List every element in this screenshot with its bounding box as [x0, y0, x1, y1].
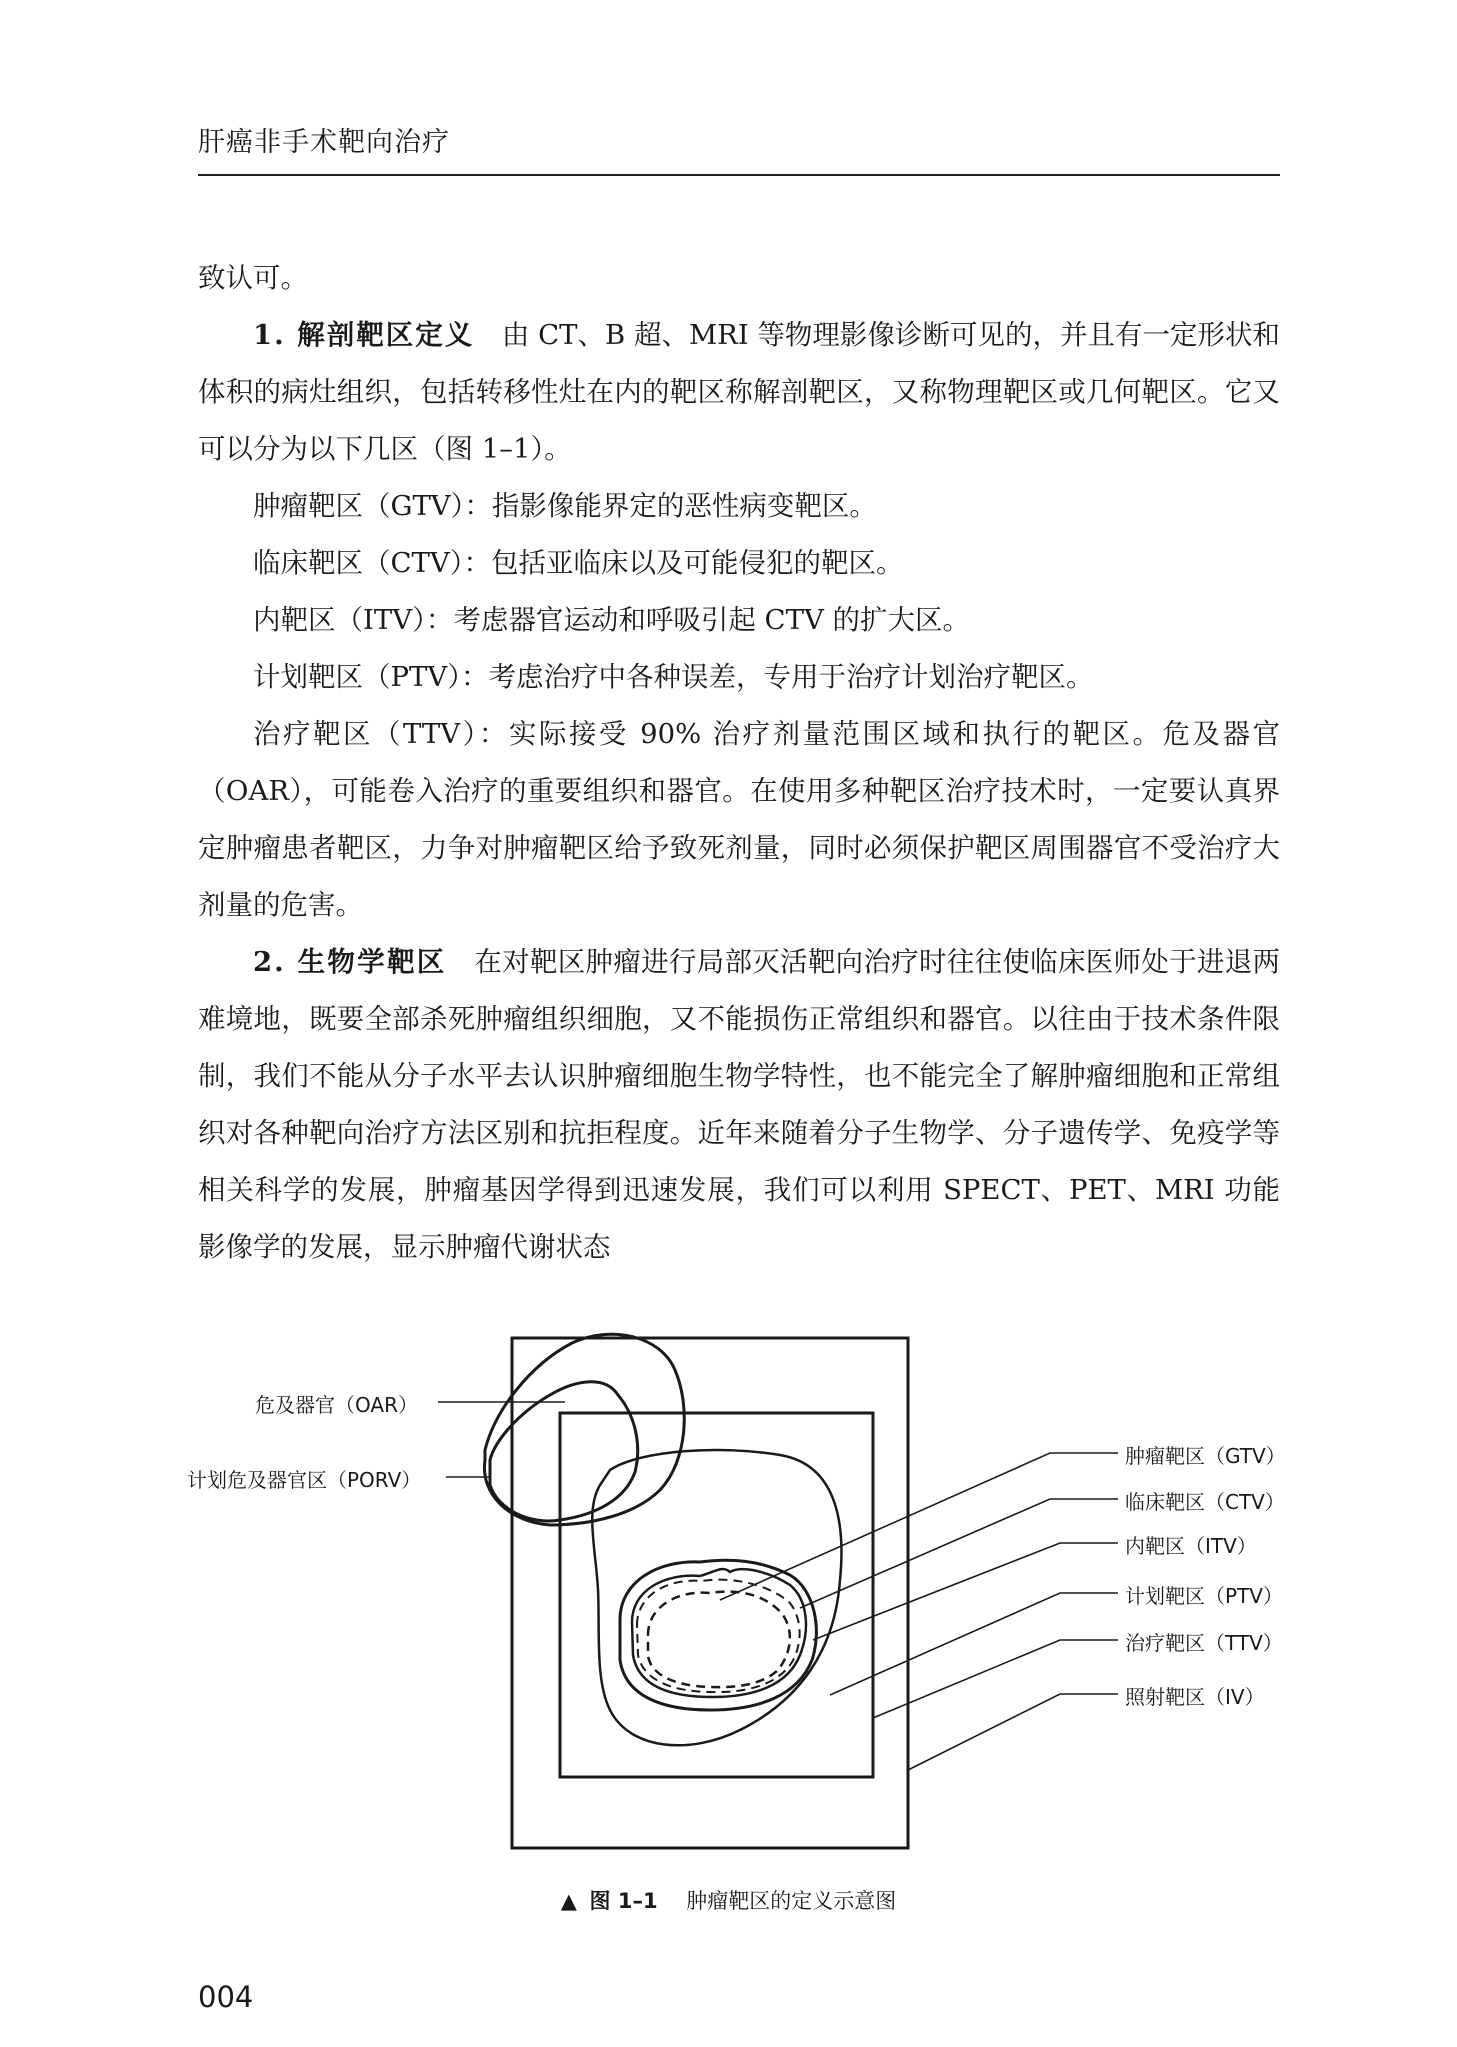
- paragraph-1: [198, 307, 1280, 478]
- body-text: [198, 250, 1280, 1276]
- leader-ttv: [873, 1640, 1118, 1718]
- porv-contour: [484, 1334, 684, 1525]
- term-anatomical-target: 1. 解剖靶区定义: [253, 319, 475, 351]
- ttv-rectangle: [560, 1413, 873, 1777]
- paragraph-1-text: 由 CT、B 超、MRI 等物理影像诊断可见的，并且有一定形状和体积的病灶组织，包括转移性灶在内的靶区称解剖靶区，又称物理靶区或几何靶区。它又可以分为以下几区（图 1–1）。: [198, 319, 1281, 465]
- paragraph-ttv: 治疗靶区（TTV）：实际接受 90% 治疗剂量范围区域和执行的靶区。危及器官（OAR），可能卷入治疗的重要组织和器官。在使用多种靶区治疗技术时，一定要认真界定肿瘤患者靶区，力争对肿瘤靶区给予致死剂量，同时必须保护靶区周围器官不受治疗大剂量的危害。: [198, 718, 1280, 921]
- figure-title: 肿瘤靶区的定义示意图: [686, 1889, 897, 1913]
- header-title: 肝癌非手术靶向治疗: [198, 127, 450, 158]
- label-oar: 危及器官（OAR）: [255, 1393, 418, 1417]
- paragraph-itv: 内靶区（ITV）：考虑器官运动和呼吸引起 CTV 的扩大区。: [253, 604, 971, 636]
- paragraph-gtv: 肿瘤靶区（GTV）：指影像能界定的恶性病变靶区。: [253, 490, 877, 522]
- term-biological-target: 2. 生物学靶区: [253, 946, 447, 978]
- page-number: 004: [198, 1980, 254, 2014]
- triangle-icon: ▲: [560, 1889, 577, 1913]
- paragraph-ctv: 临床靶区（CTV）：包括亚临床以及可能侵犯的靶区。: [253, 547, 904, 579]
- paragraph-2: [198, 934, 1280, 1276]
- label-ctv: 临床靶区（CTV）: [1125, 1490, 1285, 1514]
- label-itv: 内靶区（ITV）: [1125, 1534, 1257, 1558]
- paragraph-2-text: 在对靶区肿瘤进行局部灭活靶向治疗时往往使临床医师处于进退两难境地，既要全部杀死肿瘤组织细胞，又不能损伤正常组织和器官。以往由于技术条件限制，我们不能从分子水平去认识肿瘤细胞生物学特性，也不能完全了解肿瘤细胞和正常组织对各种靶向治疗方法区别和抗拒程度。近年来随着分子生物学、分子遗传学、免疫学等相关科学的发展，肿瘤基因学得到迅速发展，我们可以利用 SPECT、PET、MRI 功能影像学的发展，显示肿瘤代谢状态: [198, 946, 1280, 1263]
- leader-ctv: [800, 1499, 1118, 1608]
- figure-target-zones: [0, 1300, 1457, 1940]
- label-porv: 计划危及器官区（PORV）: [187, 1468, 422, 1492]
- label-gtv: 肿瘤靶区（GTV）: [1125, 1444, 1286, 1468]
- gtv-contour: [648, 1592, 790, 1688]
- leader-itv: [813, 1543, 1118, 1640]
- label-ttv: 治疗靶区（TTV）: [1125, 1631, 1283, 1655]
- running-header: [198, 120, 1280, 159]
- figure-number: 图 1–1: [589, 1889, 658, 1913]
- ptv-blob: [592, 1450, 841, 1745]
- label-iv: 照射靶区（IV）: [1125, 1685, 1265, 1709]
- ctv-contour: [632, 1569, 806, 1697]
- label-ptv: 计划靶区（PTV）: [1125, 1584, 1283, 1608]
- paragraph-0: 致认可。: [198, 262, 308, 294]
- paragraph-ptv: 计划靶区（PTV）：考虑治疗中各种误差，专用于治疗计划治疗靶区。: [253, 661, 1094, 693]
- leader-iv: [908, 1694, 1118, 1770]
- header-rule: [198, 174, 1280, 176]
- figure-caption: [0, 1885, 1457, 1915]
